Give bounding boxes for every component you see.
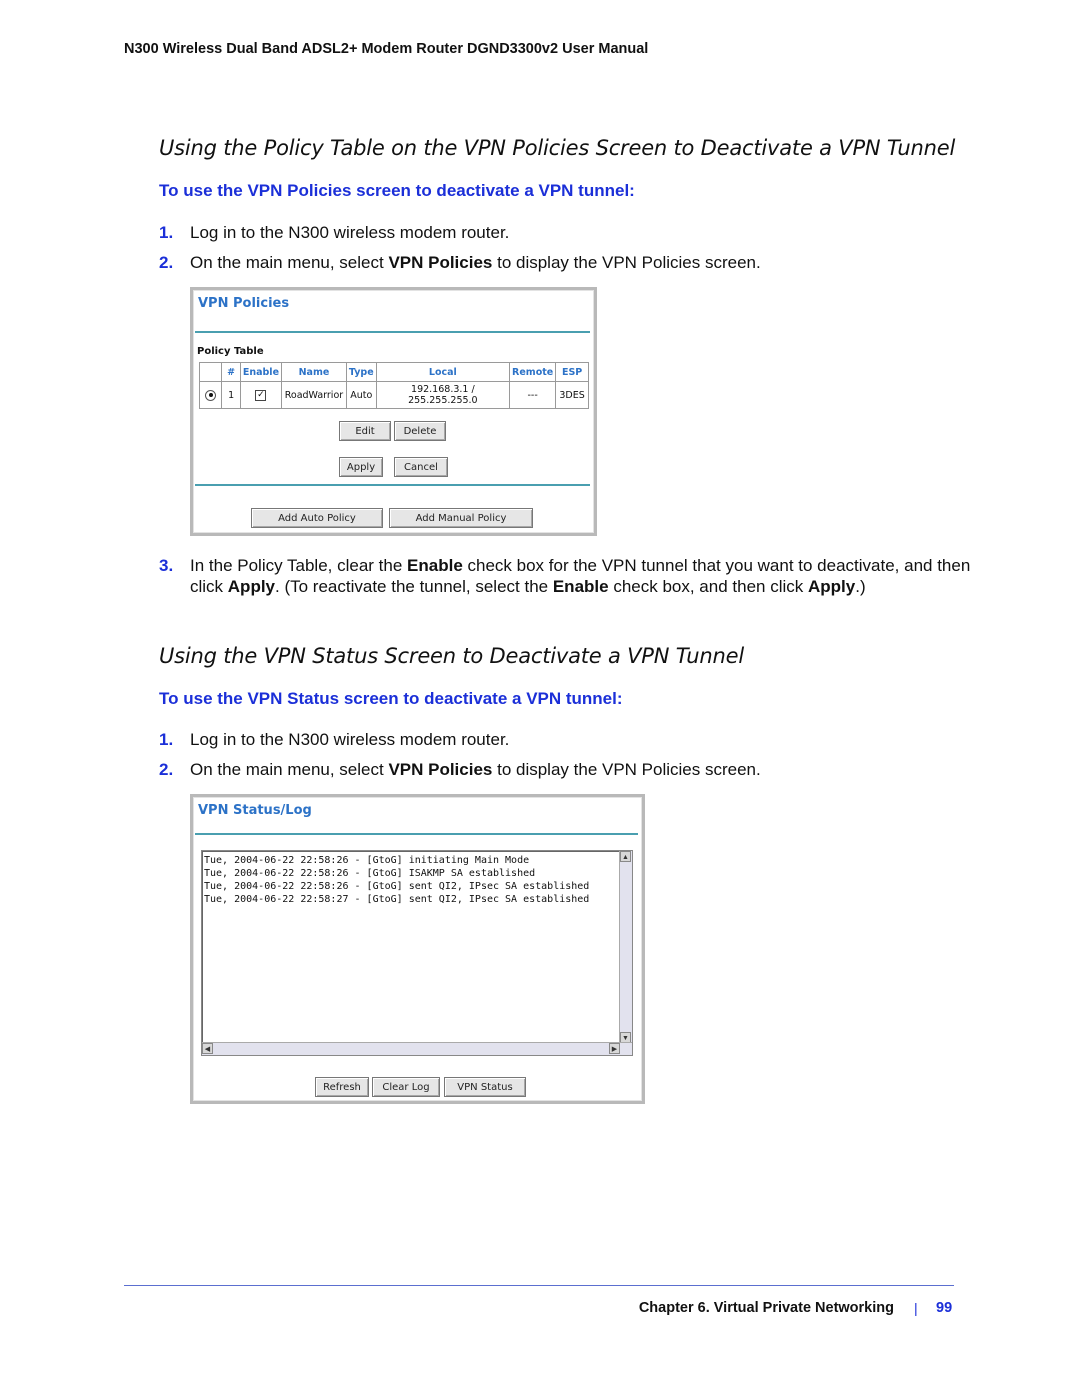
- section-title-policy-table: Using the Policy Table on the VPN Policies Screen to Deactivate a VPN Tunnel: [159, 136, 956, 160]
- step-number: 3.: [159, 556, 174, 575]
- col-select: [200, 363, 222, 382]
- col-remote: Remote: [510, 363, 556, 382]
- screen-title: VPN Policies: [198, 296, 290, 311]
- clear-log-button[interactable]: Clear Log: [372, 1077, 440, 1097]
- col-number: #: [222, 363, 240, 382]
- footer-rule: [124, 1285, 954, 1286]
- name-cell: RoadWarrior: [282, 382, 347, 409]
- step-text: On the main menu, select VPN Policies to display the VPN Policies screen.: [190, 760, 761, 779]
- col-name: Name: [282, 363, 347, 382]
- add-auto-policy-button[interactable]: Add Auto Policy: [251, 508, 383, 528]
- running-header: N300 Wireless Dual Band ADSL2+ Modem Router DGND3300v2 User Manual: [124, 41, 649, 57]
- scroll-up-icon[interactable]: ▲: [620, 851, 631, 862]
- scroll-down-icon[interactable]: ▼: [620, 1032, 631, 1043]
- policy-table: [199, 362, 589, 409]
- footer-separator: |: [914, 1300, 918, 1316]
- enable-checkbox[interactable]: ✓: [257, 389, 265, 400]
- step-text: Log in to the N300 wireless modem router.: [190, 730, 510, 749]
- apply-button[interactable]: Apply: [339, 457, 383, 477]
- add-manual-policy-button[interactable]: Add Manual Policy: [389, 508, 533, 528]
- table-row: [200, 382, 589, 409]
- col-local: Local: [376, 363, 509, 382]
- step-number: 2.: [159, 253, 174, 272]
- step-text: In the Policy Table, clear the Enable check box for the VPN tunnel that you want to deactivate, and then click Apply. (To reactivate the tunnel, select the Enable check box, and then click Apply.): [190, 556, 971, 596]
- type-cell: Auto: [346, 382, 376, 409]
- refresh-button[interactable]: Refresh: [315, 1077, 369, 1097]
- edit-button[interactable]: Edit: [339, 421, 391, 441]
- policy-radio-button[interactable]: [205, 390, 216, 401]
- log-line: Tue, 2004-06-22 22:58:26 - [GtoG] sent QI2, IPsec SA established: [204, 881, 590, 892]
- step-number: 1.: [159, 730, 174, 749]
- col-type: Type: [346, 363, 376, 382]
- esp-cell: 3DES: [556, 382, 589, 409]
- policy-table-label: Policy Table: [197, 346, 264, 357]
- number-cell: 1: [222, 382, 240, 409]
- remote-cell: ---: [510, 382, 556, 409]
- scroll-right-icon[interactable]: ▶: [609, 1043, 620, 1054]
- col-enable: Enable: [240, 363, 281, 382]
- divider: [195, 484, 590, 486]
- delete-button[interactable]: Delete: [394, 421, 446, 441]
- divider: [195, 833, 638, 835]
- step-text: On the main menu, select VPN Policies to display the VPN Policies screen.: [190, 253, 761, 272]
- enable-cell: [240, 382, 281, 409]
- local-cell: 192.168.3.1 / 255.255.255.0: [376, 382, 509, 409]
- footer-chapter: Chapter 6. Virtual Private Networking: [638, 1300, 894, 1316]
- vpn-status-log-screenshot: [190, 794, 645, 1104]
- scroll-left-icon[interactable]: ◀: [202, 1043, 213, 1054]
- log-textarea[interactable]: [201, 850, 633, 1056]
- log-content: [204, 854, 589, 906]
- select-cell: [200, 382, 222, 409]
- log-line: Tue, 2004-06-22 22:58:27 - [GtoG] sent QI2, IPsec SA established: [204, 894, 590, 905]
- horizontal-scrollbar[interactable]: [202, 1042, 632, 1055]
- page-number: 99: [936, 1300, 953, 1316]
- vpn-policies-screenshot: [190, 287, 597, 536]
- procedure-heading-status: To use the VPN Status screen to deactivate a VPN tunnel:: [159, 689, 623, 708]
- vpn-status-button[interactable]: VPN Status: [444, 1077, 526, 1097]
- log-line: Tue, 2004-06-22 22:58:26 - [GtoG] initiating Main Mode: [204, 855, 530, 866]
- section-title-vpn-status: Using the VPN Status Screen to Deactivate a VPN Tunnel: [159, 644, 744, 668]
- vertical-scrollbar[interactable]: [619, 851, 632, 1043]
- log-line: Tue, 2004-06-22 22:58:26 - [GtoG] ISAKMP SA established: [204, 868, 536, 879]
- step-text: Log in to the N300 wireless modem router.: [190, 223, 510, 242]
- step-number: 1.: [159, 223, 174, 242]
- table-header-row: [200, 363, 589, 382]
- procedure-heading-policies: To use the VPN Policies screen to deactivate a VPN tunnel:: [159, 181, 635, 200]
- screen-title: VPN Status/Log: [198, 803, 312, 818]
- divider: [195, 331, 590, 333]
- cancel-button[interactable]: Cancel: [394, 457, 448, 477]
- col-esp: ESP: [556, 363, 589, 382]
- step-number: 2.: [159, 760, 174, 779]
